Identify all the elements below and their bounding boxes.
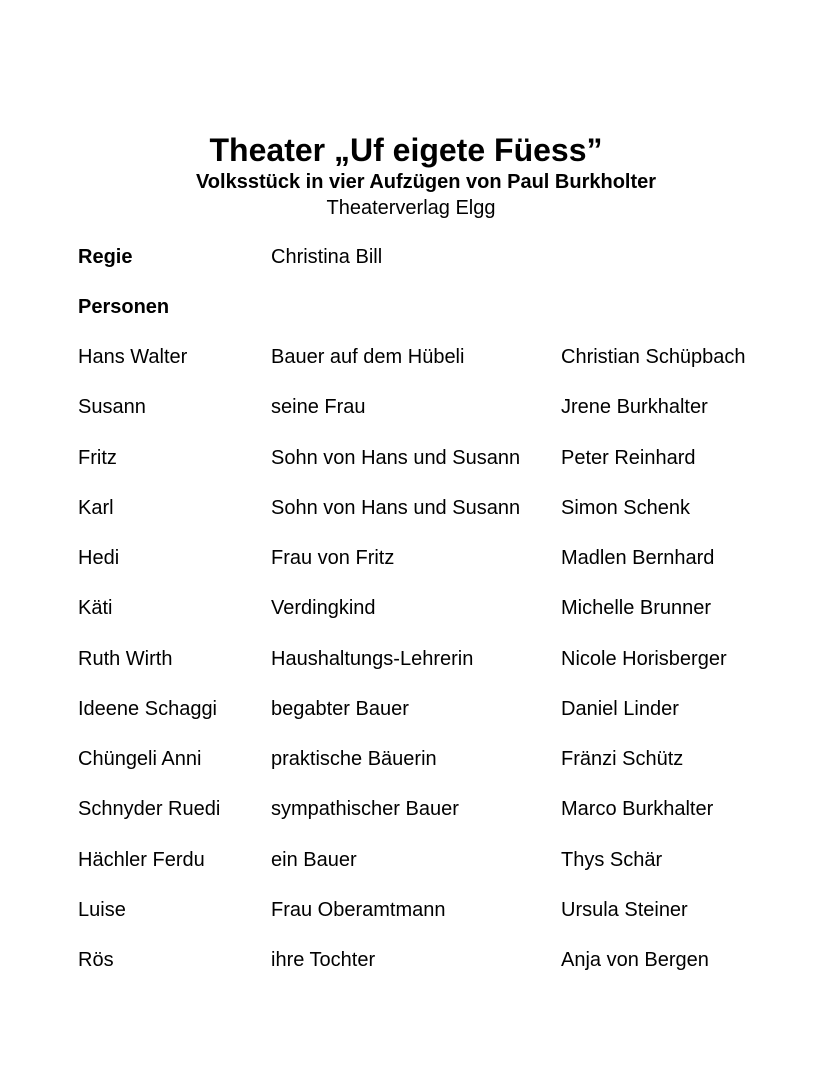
character-name: Hedi: [78, 547, 120, 569]
actor-name: Daniel Linder: [561, 697, 679, 720]
cast-row: [78, 645, 828, 695]
actor-name: Nicole Horisberger: [561, 647, 727, 670]
personen-label: Personen: [78, 296, 170, 318]
character-role: Bauer auf dem Hübeli: [271, 346, 465, 368]
character-name: Karl: [78, 496, 114, 519]
document-subtitle: Volksstück in vier Aufzügen von Paul Burkholter: [195, 171, 657, 193]
actor-name: Simon Schenk: [561, 496, 690, 519]
character-name: Schnyder Ruedi: [78, 798, 221, 821]
cast-list: [78, 343, 828, 996]
cast-row: [78, 494, 828, 544]
character-role: Sohn von Hans und Susann: [271, 496, 521, 519]
character-role: Sohn von Hans und Susann: [271, 446, 521, 469]
actor-name: Thys Schär: [561, 848, 663, 871]
cast-row: [78, 745, 828, 795]
character-role: seine Frau: [271, 396, 366, 419]
character-role: Haushaltungs-Lehrerin: [271, 647, 474, 670]
actor-name: Marco Burkhalter: [561, 798, 714, 821]
character-name: Ideene Schaggi: [78, 697, 218, 720]
character-name: Fritz: [78, 446, 117, 469]
publisher-line: Theaterverlag Elgg: [326, 197, 496, 219]
cast-row: [78, 896, 828, 946]
character-role: begabter Bauer: [271, 697, 409, 720]
cast-row: [78, 594, 828, 644]
document-title: Theater „Uf eigete Füess”: [209, 132, 603, 168]
character-name: Käti: [78, 597, 113, 620]
character-name: Rös: [78, 949, 114, 971]
character-role: Verdingkind: [271, 597, 376, 620]
regie-value: Christina Bill: [271, 246, 383, 268]
character-role: Frau Oberamtmann: [271, 898, 446, 921]
cast-row: [78, 393, 828, 443]
actor-name: Anja von Bergen: [561, 949, 709, 971]
character-role: ihre Tochter: [271, 949, 376, 971]
character-role: praktische Bäuerin: [271, 748, 437, 770]
character-role: Frau von Fritz: [271, 547, 395, 569]
character-role: sympathischer Bauer: [271, 798, 459, 821]
character-name: Luise: [78, 898, 126, 921]
actor-name: Christian Schüpbach: [561, 346, 746, 368]
actor-name: Fränzi Schütz: [561, 748, 684, 770]
character-name: Ruth Wirth: [78, 647, 173, 670]
cast-row: [78, 343, 828, 393]
actor-name: Jrene Burkhalter: [561, 396, 708, 419]
cast-row: [78, 795, 828, 845]
actor-name: Ursula Steiner: [561, 898, 688, 921]
character-name: Chüngeli Anni: [78, 748, 202, 770]
cast-row: [78, 946, 828, 996]
cast-row: [78, 846, 828, 896]
regie-label: Regie: [78, 246, 133, 268]
actor-name: Madlen Bernhard: [561, 547, 715, 569]
actor-name: Peter Reinhard: [561, 446, 696, 469]
cast-row: [78, 544, 828, 594]
character-name: Susann: [78, 396, 146, 419]
character-name: Hans Walter: [78, 346, 188, 368]
character-name: Hächler Ferdu: [78, 848, 205, 871]
actor-name: Michelle Brunner: [561, 597, 712, 620]
cast-row: [78, 444, 828, 494]
cast-row: [78, 695, 828, 745]
character-role: ein Bauer: [271, 848, 357, 871]
